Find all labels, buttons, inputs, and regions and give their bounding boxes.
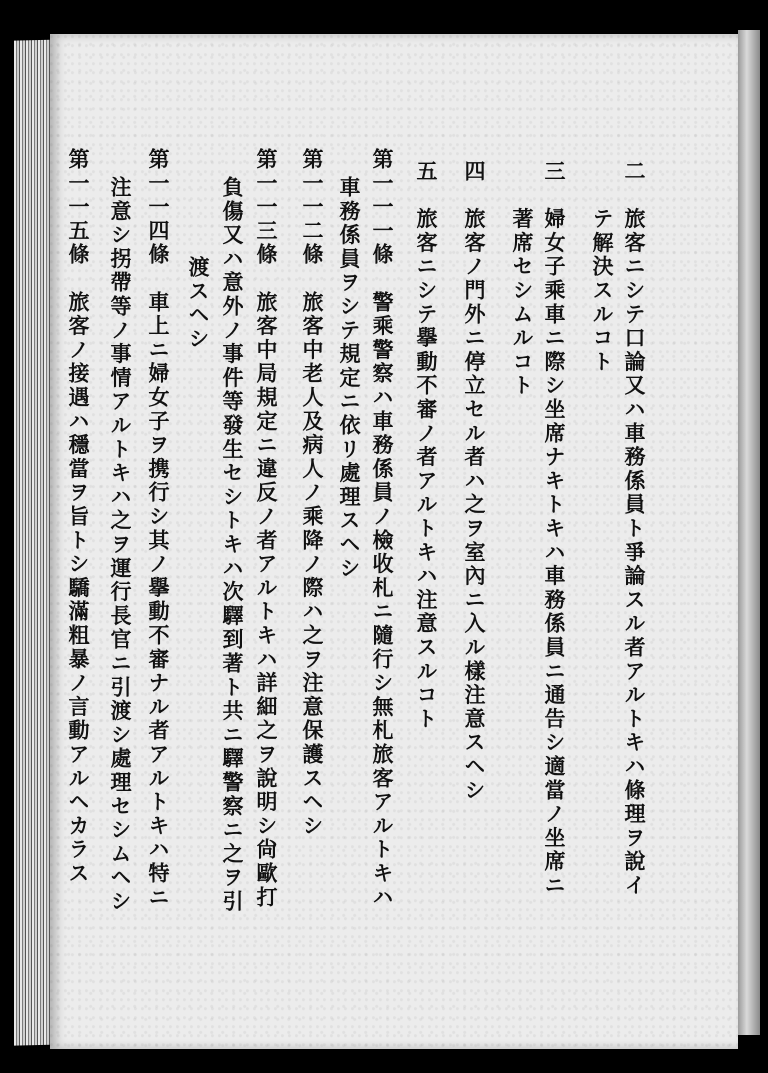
text-column-14: 注意シ拐帶等ノ事情アルトキハ之ヲ運行長官ニ引渡シ處理セシムヘシ — [108, 176, 133, 914]
article-114: 第一一四條 車上ニ婦女子ヲ携行シ其ノ擧動不審ナル者アルトキハ特ニ — [146, 148, 171, 910]
article-115: 第一一五條 旅客ノ接遇ハ穩當ヲ旨トシ驕滿粗暴ノ言動アルヘカラス — [66, 148, 91, 886]
text-column-6: 五 旅客ニシテ擧動不審ノ者アルトキハ注意スルコト — [414, 160, 439, 732]
text-column-2: テ解決スルコト — [590, 160, 615, 375]
article-112: 第一一二條 旅客中老人及病人ノ乘降ノ際ハ之ヲ注意保護スヘシ — [300, 148, 325, 839]
text-column-1: 二 旅客ニシテ口論又ハ車務係員ト爭論スル者アルトキハ條理ヲ說イ — [622, 160, 647, 898]
text-column-3: 三 婦女子乘車ニ際シ坐席ナキトキハ車務係員ニ通告シ適當ノ坐席ニ — [542, 160, 567, 898]
book-spine-edge — [738, 30, 760, 1035]
text-column-12: 渡スヘシ — [186, 256, 211, 352]
text-column-11: 負傷又ハ意外ノ事件等發生セシトキハ次驛到著ト共ニ驛警察ニ之ヲ引 — [220, 176, 245, 914]
article-111: 第一一一條 警乘警察ハ車務係員ノ檢收札ニ隨行シ無札旅客アルトキハ — [370, 148, 395, 910]
text-column-5: 四 旅客ノ門外ニ停立セル者ハ之ヲ室內ニ入ル樣注意スヘシ — [462, 160, 487, 803]
vertical-text-body — [66, 148, 647, 1028]
article-113: 第一一三條 旅客中局規定ニ違反ノ者アルトキハ詳細之ヲ說明シ尙歐打 — [254, 148, 279, 910]
text-column-8: 車務係員ヲシテ規定ニ依リ處理スヘシ — [337, 176, 362, 581]
text-column-4: 著席セシムルコト — [510, 160, 535, 398]
